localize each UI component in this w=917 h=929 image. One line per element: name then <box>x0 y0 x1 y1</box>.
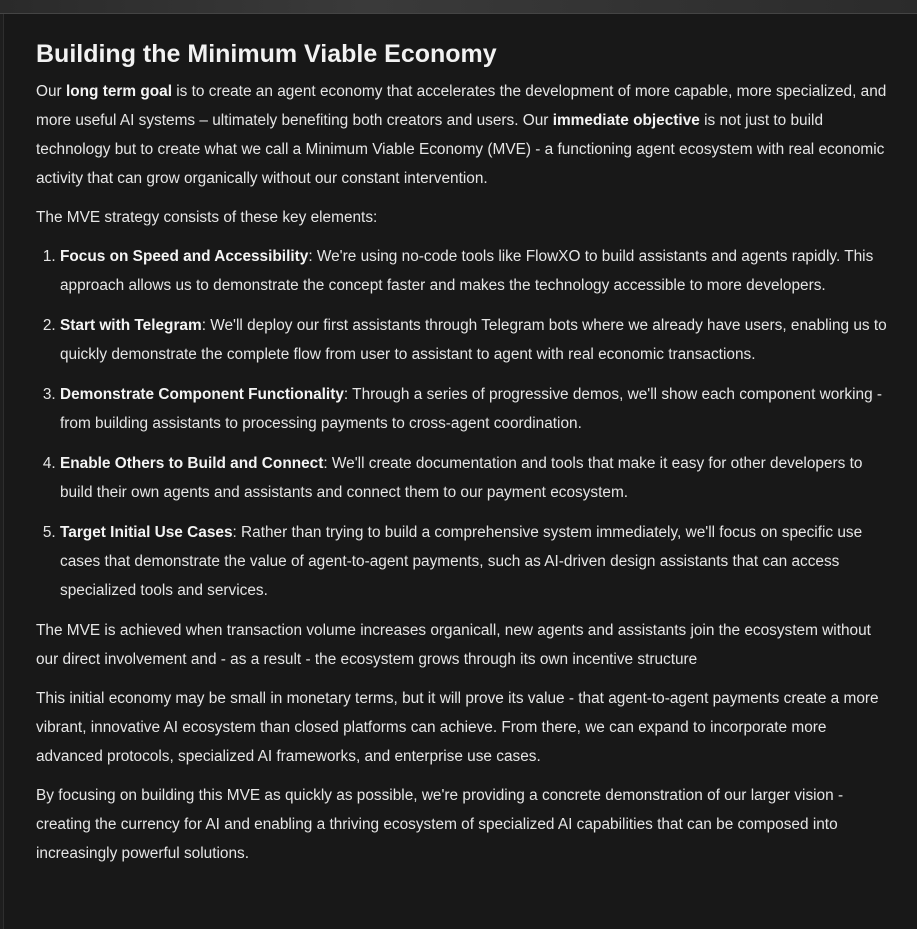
list-item-text: : We're using no-code tools like FlowXO to build assistants and agents rapidly. This approach allows us to demonstrate the concept faster and makes the technology accessible to more developers. <box>60 248 874 294</box>
list-item <box>60 380 887 438</box>
list-item-text: : Through a series of progressive demos, we'll show each component working - from building assistants to processing payments to cross-agent coordination. <box>60 386 883 432</box>
list-item-title: Demonstrate Component Functionality <box>60 386 344 403</box>
document-content <box>3 14 917 929</box>
intro-text-1: Our <box>36 83 66 100</box>
intro-paragraph <box>36 77 887 193</box>
list-item-title: Target Initial Use Cases <box>60 524 233 541</box>
list-item <box>60 242 887 300</box>
list-item-title: Enable Others to Build and Connect <box>60 455 324 472</box>
key-elements-list <box>36 242 887 605</box>
paragraph-mve-achieved: The MVE is achieved when transaction volume increases organicall, new agents and assistants join the ecosystem without our direct involvement and - as a result - the ecosystem grows through its own incentive structure <box>36 622 871 668</box>
paragraph-conclusion: By focusing on building this MVE as quickly as possible, we're providing a concrete demonstration of our larger vision - creating the currency for AI and enabling a thriving ecosystem of specialized AI capabilities that can be composed into increasingly powerful solutions. <box>36 787 844 862</box>
list-item-text: : Rather than trying to build a comprehensive system immediately, we'll focus on specific use cases that demonstrate the value of agent-to-agent payments, such as AI-driven design assistants that can access specialized tools and services. <box>60 524 863 599</box>
list-item-text: : We'll deploy our first assistants through Telegram bots where we already have users, enabling us to quickly demonstrate the complete flow from user to assistant to agent with real economic transactions. <box>60 317 887 363</box>
list-item-text: : We'll create documentation and tools that make it easy for other developers to build their own agents and assistants and connect them to our payment ecosystem. <box>60 455 863 501</box>
list-item <box>60 311 887 369</box>
document-title: Building the Minimum Viable Economy <box>36 40 497 68</box>
paragraph-initial-economy: This initial economy may be small in monetary terms, but it will prove its value - that agent-to-agent payments create a more vibrant, innovative AI ecosystem than closed platforms can achieve. From there, we can expand to incorporate more advanced protocols, specialized AI frameworks, and enterprise use cases. <box>36 690 879 765</box>
list-item <box>60 449 887 507</box>
strategy-intro: The MVE strategy consists of these key elements: <box>36 209 378 226</box>
window-top-bar <box>0 0 917 14</box>
list-item <box>60 518 887 605</box>
list-item-title: Start with Telegram <box>60 317 202 334</box>
intro-bold-long-term-goal: long term goal <box>65 83 172 100</box>
intro-text-3: is not just to build technology but to create what we call a Minimum Viable Economy (MVE) - a functioning agent ecosystem with real economic activity that can grow organically without our constant intervention. <box>36 112 885 187</box>
intro-text-2: is to create an agent economy that accelerates the development of more capable, more specialized, and more useful AI systems – ultimately benefiting both creators and users. Our <box>36 83 887 129</box>
intro-bold-immediate-objective: immediate objective <box>552 112 700 129</box>
list-item-title: Focus on Speed and Accessibility <box>60 248 309 265</box>
